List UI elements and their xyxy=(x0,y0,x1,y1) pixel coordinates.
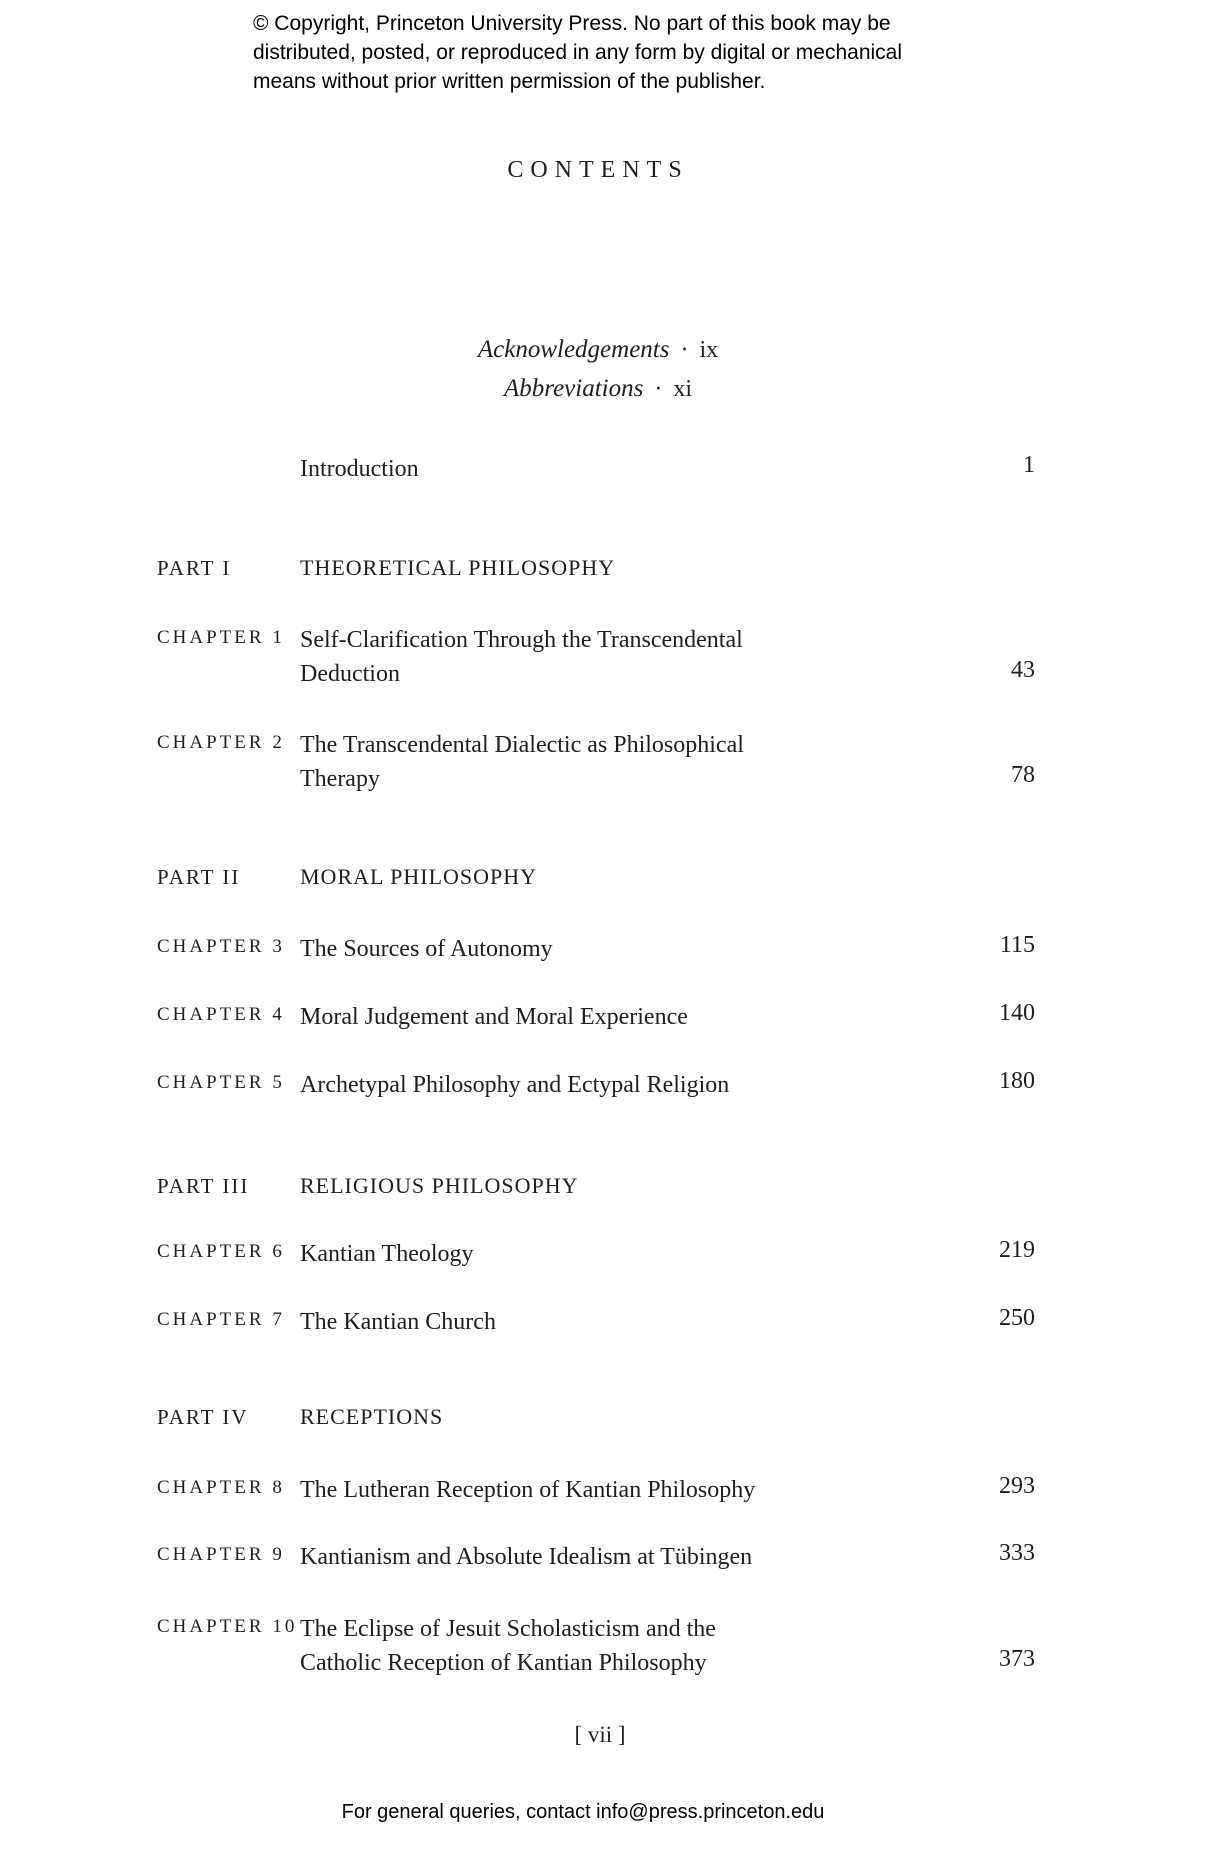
toc-title-line-1: The Transcendental Dialectic as Philosophical xyxy=(300,732,744,758)
part-title: MORAL PHILOSOPHY xyxy=(300,864,538,889)
folio-page-number: [ vii ] xyxy=(574,1722,626,1747)
frontmatter-page-number: xi xyxy=(673,376,693,402)
copyright-line-2: distributed, posted, or reproduced in any form by digital or mechanical xyxy=(253,41,903,64)
frontmatter-title: Abbreviations xyxy=(503,375,644,402)
toc-entry-title xyxy=(300,728,744,796)
toc-entry-title xyxy=(300,623,743,691)
toc-title-line-2: Catholic Reception of Kantian Philosophy xyxy=(300,1650,707,1676)
part-label: PART I xyxy=(157,556,232,580)
toc-page-number: 180 xyxy=(999,1068,1035,1094)
toc-title-line-1: The Eclipse of Jesuit Scholasticism and the xyxy=(300,1616,716,1642)
frontmatter-abbreviations xyxy=(504,375,692,403)
toc-entry-title: Kantian Theology xyxy=(300,1241,474,1267)
chapter-label: CHAPTER 5 xyxy=(157,1072,285,1093)
chapter-label: CHAPTER 7 xyxy=(157,1309,285,1330)
part-label: PART III xyxy=(157,1174,250,1198)
copyright-line-1: © Copyright, Princeton University Press. No part of this book may be xyxy=(253,12,891,35)
toc-title-line-2: Deduction xyxy=(300,661,400,687)
chapter-label: CHAPTER 3 xyxy=(157,936,285,957)
toc-page-number: 333 xyxy=(999,1540,1035,1566)
copyright-notice xyxy=(253,9,902,96)
toc-title-line-2: Therapy xyxy=(300,766,380,792)
dot-separator: · xyxy=(654,376,663,402)
page-title: CONTENTS xyxy=(507,157,689,183)
toc-entry-title: Introduction xyxy=(300,456,419,482)
toc-page-number: 293 xyxy=(999,1473,1035,1499)
chapter-label: CHAPTER 9 xyxy=(157,1544,285,1565)
toc-page-number: 140 xyxy=(999,1000,1035,1026)
chapter-label: CHAPTER 1 xyxy=(157,627,285,648)
chapter-label: CHAPTER 8 xyxy=(157,1477,285,1498)
part-title: RELIGIOUS PHILOSOPHY xyxy=(300,1173,579,1198)
toc-entry-title: The Lutheran Reception of Kantian Philosophy xyxy=(300,1477,756,1503)
toc-page-number: 219 xyxy=(999,1237,1035,1263)
toc-title-line-1: Self-Clarification Through the Transcendental xyxy=(300,627,743,653)
toc-entry-title: Moral Judgement and Moral Experience xyxy=(300,1004,688,1030)
toc-entry-title: Archetypal Philosophy and Ectypal Religion xyxy=(300,1072,730,1098)
toc-page-number: 250 xyxy=(999,1305,1035,1331)
dot-separator: · xyxy=(680,337,689,363)
part-title: THEORETICAL PHILOSOPHY xyxy=(300,555,616,580)
toc-entry-title: The Sources of Autonomy xyxy=(300,936,553,962)
part-title: RECEPTIONS xyxy=(300,1404,444,1429)
footer-contact-line: For general queries, contact info@press.princeton.edu xyxy=(341,1801,825,1823)
frontmatter-acknowledgements xyxy=(478,336,718,364)
part-label: PART II xyxy=(157,865,241,889)
toc-page-number: 373 xyxy=(999,1646,1035,1672)
frontmatter-title: Acknowledgements xyxy=(477,336,670,363)
toc-page-number: 115 xyxy=(999,932,1035,958)
toc-entry-title xyxy=(300,1612,716,1680)
toc-entry-title: The Kantian Church xyxy=(300,1309,496,1335)
chapter-label: CHAPTER 6 xyxy=(157,1241,285,1262)
toc-page-number: 78 xyxy=(1011,762,1035,788)
chapter-label: CHAPTER 10 xyxy=(157,1616,298,1637)
copyright-line-3: means without prior written permission of the publisher. xyxy=(253,70,766,93)
frontmatter-page-number: ix xyxy=(699,337,719,363)
part-label: PART IV xyxy=(157,1405,249,1429)
chapter-label: CHAPTER 2 xyxy=(157,732,285,753)
toc-page-number: 43 xyxy=(1011,657,1035,683)
toc-entry-title: Kantianism and Absolute Idealism at Tübingen xyxy=(300,1544,753,1570)
toc-page-number: 1 xyxy=(1023,452,1035,478)
chapter-label: CHAPTER 4 xyxy=(157,1004,285,1025)
